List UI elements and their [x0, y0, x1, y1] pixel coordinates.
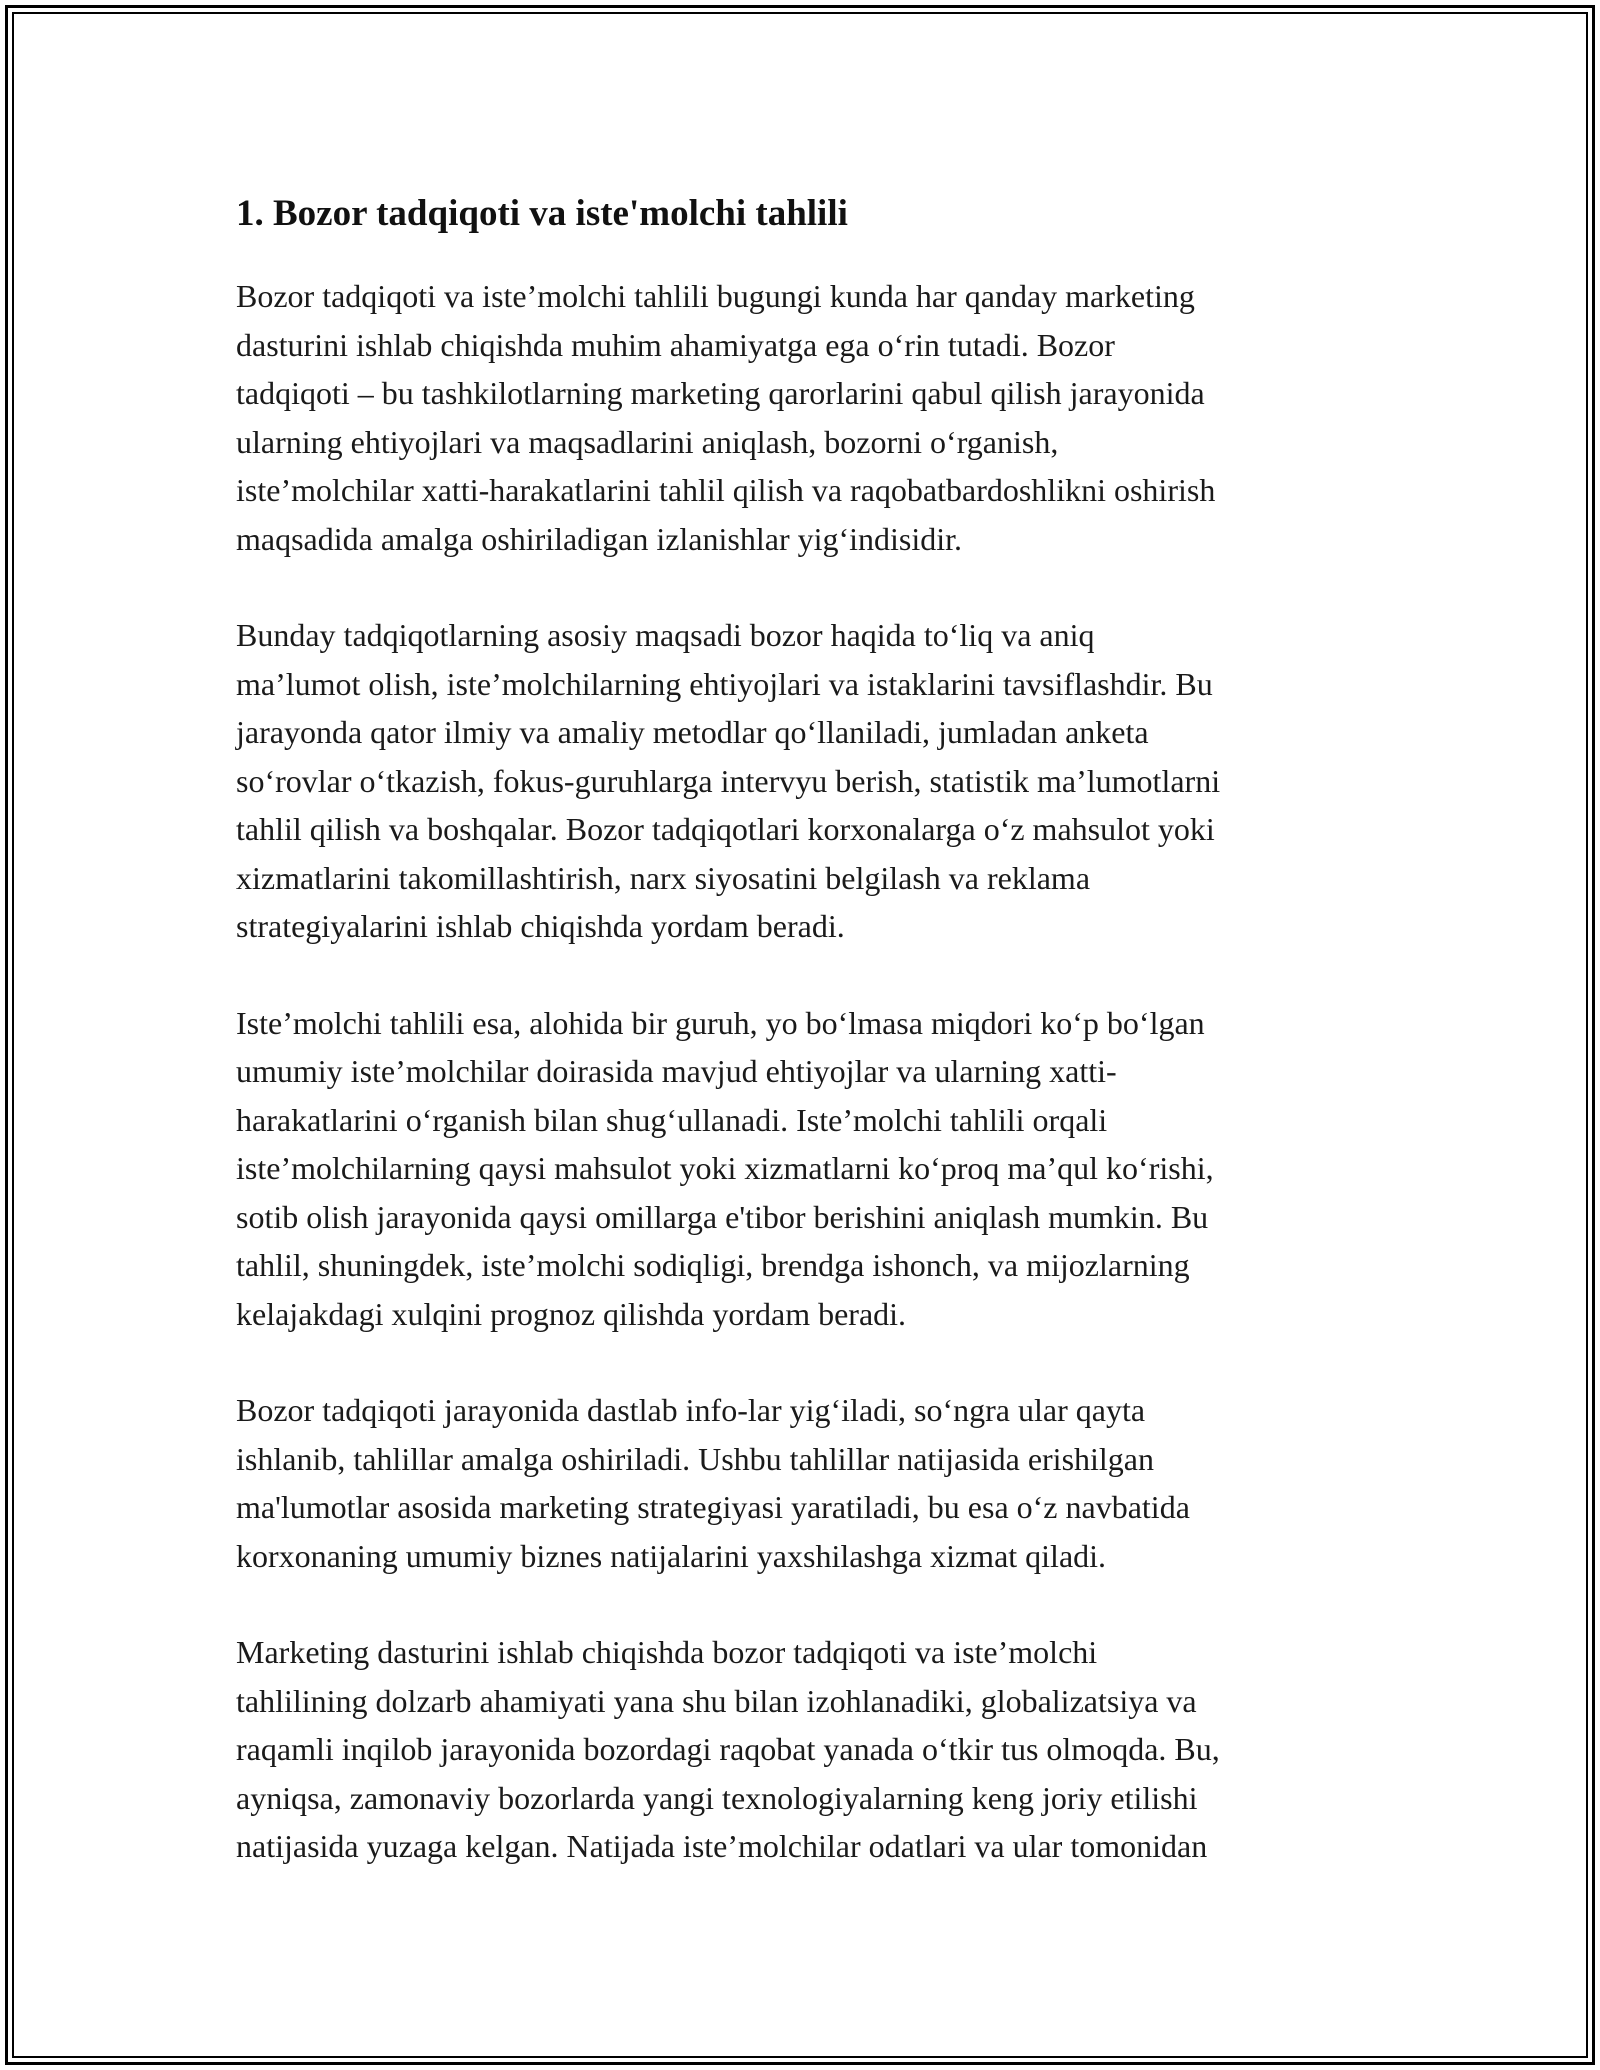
text-line: strategiyalarini ishlab chiqishda yordam beradi.: [236, 908, 845, 944]
text-line: Bunday tadqiqotlarning asosiy maqsadi bozor haqida to‘liq va aniq: [236, 617, 1095, 653]
text-line: kelajakdagi xulqini prognoz qilishda yordam beradi.: [236, 1295, 907, 1332]
text-line: ularning ehtiyojlari va maqsadlarini aniqlash, bozorni o‘rganish,: [236, 423, 1059, 460]
text-line: korxonaning umumiy biznes natijalarini yaxshilashga xizmat qiladi.: [236, 1537, 1107, 1574]
text-line: natijasida yuzaga kelgan. Natijada iste’molchilar odatlari va ular tomonidan: [236, 1828, 1208, 1864]
paragraph-3: [236, 999, 1370, 1339]
paragraph-5: [236, 1628, 1370, 1871]
text-line: iste’molchilar xatti-harakatlarini tahlil qilish va raqobatbardoshlikni oshirish: [236, 472, 1216, 508]
text-line: ishlanib, tahlillar amalga oshiriladi. Ushbu tahlillar natijasida erishilgan: [236, 1440, 1154, 1477]
text-line: tahlilining dolzarb ahamiyati yana shu bilan izohlanadiki, globalizatsiya va: [236, 1682, 1197, 1719]
text-line: ma’lumot olish, iste’molchilarning ehtiyojlari va istaklarini tavsiflashdir. Bu: [236, 665, 1213, 702]
text-line: dasturini ishlab chiqishda muhim ahamiyatga ega o‘rin tutadi. Bozor: [236, 326, 1115, 363]
text-line: iste’molchilarning qaysi mahsulot yoki xizmatlarni ko‘proq ma’qul ko‘rishi,: [236, 1150, 1214, 1186]
text-line: so‘rovlar o‘tkazish, fokus-guruhlarga intervyu berish, statistik ma’lumotlarni: [236, 762, 1221, 799]
text-line: ayniqsa, zamonaviy bozorlarda yangi texnologiyalarning keng joriy etilishi: [236, 1779, 1198, 1816]
text-line: Bozor tadqiqoti va iste’molchi tahlili bugungi kunda har qanday marketing: [236, 278, 1195, 314]
text-line: umumiy iste’molchilar doirasida mavjud ehtiyojlar va ularning xatti-: [236, 1053, 1117, 1089]
text-line: tadqiqoti – bu tashkilotlarning marketing qarorlarini qabul qilish jarayonida: [236, 375, 1205, 411]
text-line: sotib olish jarayonida qaysi omillarga e'tibor berishini aniqlash mumkin. Bu: [236, 1198, 1209, 1235]
text-line: harakatlarini o‘rganish bilan shug‘ullanadi. Iste’molchi tahlili orqali: [236, 1101, 1108, 1138]
text-line: Bozor tadqiqoti jarayonida dastlab info-lar yig‘iladi, so‘ngra ular qayta: [236, 1392, 1146, 1428]
paragraph-1: [236, 272, 1370, 563]
text-line: Marketing dasturini ishlab chiqishda bozor tadqiqoti va iste’molchi: [236, 1634, 1098, 1670]
section-heading: 1. Bozor tadqiqoti va iste'molchi tahlili: [236, 193, 848, 234]
document-page: [236, 186, 1370, 1919]
text-line: maqsadida amalga oshiriladigan izlanishlar yig‘indisidir.: [236, 520, 963, 557]
text-line: Iste’molchi tahlili esa, alohida bir guruh, yo bo‘lmasa miqdori ko‘p bo‘lgan: [236, 1004, 1205, 1041]
text-line: xizmatlarini takomillashtirish, narx siyosatini belgilash va reklama: [236, 859, 1091, 896]
text-line: raqamli inqilob jarayonida bozordagi raqobat yanada o‘tkir tus olmoqda. Bu,: [236, 1731, 1220, 1767]
paragraph-4: [236, 1386, 1370, 1580]
text-line: jarayonda qator ilmiy va amaliy metodlar qo‘llaniladi, jumladan anketa: [236, 714, 1149, 750]
text-line: tahlil, shuningdek, iste’molchi sodiqligi, brendga ishonch, va mijozlarning: [236, 1247, 1190, 1283]
text-line: ma'lumotlar asosida marketing strategiyasi yaratiladi, bu esa o‘z navbatida: [236, 1489, 1190, 1525]
text-line: tahlil qilish va boshqalar. Bozor tadqiqotlari korxonalarga o‘z mahsulot yoki: [236, 811, 1215, 847]
paragraph-2: [236, 611, 1370, 951]
